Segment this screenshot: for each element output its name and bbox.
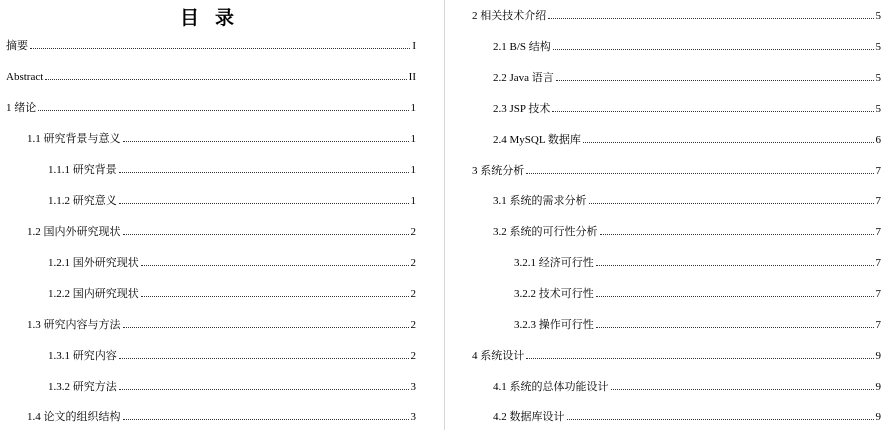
toc-entry-label: 2.4 MySQL 数据库 xyxy=(493,134,581,146)
toc-entry-page: 1 xyxy=(410,133,416,145)
toc-leader-dots xyxy=(119,161,409,173)
toc-entry-section-1-3-2[interactable] xyxy=(48,378,416,394)
toc-leader-dots xyxy=(119,378,409,390)
toc-entry-label: 3.2.2 技术可行性 xyxy=(514,288,594,300)
toc-entry-section-1-1[interactable] xyxy=(27,130,416,146)
toc-entry-page: 9 xyxy=(875,411,881,423)
toc-entry-page: 1 xyxy=(410,102,416,114)
toc-entry-page: II xyxy=(408,71,416,83)
toc-entry-section-3-2-2[interactable] xyxy=(514,285,881,301)
toc-entry-section-3-2-1[interactable] xyxy=(514,254,881,270)
toc-leader-dots xyxy=(141,285,409,297)
toc-entry-page: 5 xyxy=(875,103,881,115)
toc-entry-page: 9 xyxy=(875,350,881,362)
toc-leader-dots xyxy=(548,7,873,19)
toc-title: 目录 xyxy=(179,7,250,29)
toc-entry-label: 1.1 研究背景与意义 xyxy=(27,133,121,145)
toc-entry-section-3-1[interactable] xyxy=(493,192,881,208)
toc-leader-dots xyxy=(567,408,874,420)
toc-entry-label: 1.2 国内外研究现状 xyxy=(27,226,121,238)
toc-leader-dots xyxy=(119,347,409,359)
toc-entry-page: I xyxy=(412,40,416,52)
toc-entry-page: 3 xyxy=(410,381,416,393)
toc-leader-dots xyxy=(596,316,874,328)
toc-entry-label: 1.4 论文的组织结构 xyxy=(27,411,121,423)
toc-entry-section-1-4[interactable] xyxy=(27,408,416,424)
toc-leader-dots xyxy=(596,254,874,266)
page-gutter xyxy=(420,0,446,430)
toc-entry-label: 2 相关技术介绍 xyxy=(472,10,547,22)
toc-entry-section-4-2[interactable] xyxy=(493,408,881,424)
toc-entry-label: 1.2.1 国外研究现状 xyxy=(48,257,139,269)
toc-entry-section-2-4[interactable] xyxy=(493,131,881,147)
toc-leader-dots xyxy=(123,130,409,142)
toc-leader-dots xyxy=(123,408,409,420)
toc-entry-label: 1 绪论 xyxy=(6,102,37,114)
toc-page-left xyxy=(0,0,420,430)
toc-entry-label: 1.1.1 研究背景 xyxy=(48,164,117,176)
toc-entry-page: 2 xyxy=(410,226,416,238)
toc-leader-dots xyxy=(526,347,873,359)
toc-entry-page: 9 xyxy=(875,381,881,393)
toc-entry-page: 7 xyxy=(875,319,881,331)
toc-entry-label: 3.2 系统的可行性分析 xyxy=(493,226,598,238)
toc-entry-label: 3.2.3 操作可行性 xyxy=(514,319,594,331)
toc-entry-label: Abstract xyxy=(6,71,44,83)
toc-entry-page: 7 xyxy=(875,165,881,177)
toc-entry-label: 摘要 xyxy=(6,40,28,52)
toc-entry-page: 7 xyxy=(875,257,881,269)
toc-entry-section-3-2-3[interactable] xyxy=(514,316,881,332)
toc-leader-dots xyxy=(611,378,874,390)
toc-entry-page: 5 xyxy=(875,41,881,53)
toc-entry-label: 4.1 系统的总体功能设计 xyxy=(493,381,609,393)
toc-leader-dots xyxy=(583,131,874,143)
toc-entry-section-1-2-1[interactable] xyxy=(48,254,416,270)
toc-entry-page: 1 xyxy=(410,195,416,207)
toc-entry-label: 2.1 B/S 结构 xyxy=(493,41,551,53)
toc-leader-dots xyxy=(556,69,874,81)
toc-entry-chapter-1[interactable] xyxy=(6,99,416,115)
toc-entry-section-3-2[interactable] xyxy=(493,223,881,239)
toc-leader-dots xyxy=(553,38,874,50)
toc-leader-dots xyxy=(600,223,874,235)
toc-leader-dots xyxy=(119,192,409,204)
toc-entry-label: 2.3 JSP 技术 xyxy=(493,103,551,115)
toc-entry-section-4-1[interactable] xyxy=(493,378,881,394)
toc-entry-page: 5 xyxy=(875,72,881,84)
toc-entry-page: 7 xyxy=(875,195,881,207)
toc-entry-page: 2 xyxy=(410,350,416,362)
toc-entry-label: 3 系统分析 xyxy=(472,165,525,177)
toc-entry-page: 3 xyxy=(410,411,416,423)
toc-leader-dots xyxy=(123,316,409,328)
toc-entry-page: 2 xyxy=(410,257,416,269)
toc-entry-chapter-4[interactable] xyxy=(472,347,881,363)
toc-page-right xyxy=(446,0,888,430)
toc-entry-abstract-cn[interactable] xyxy=(6,37,416,53)
toc-entry-page: 2 xyxy=(410,288,416,300)
toc-entry-label: 1.1.2 研究意义 xyxy=(48,195,117,207)
toc-entry-chapter-3[interactable] xyxy=(472,162,881,178)
toc-leader-dots xyxy=(123,223,409,235)
toc-entry-section-2-2[interactable] xyxy=(493,69,881,85)
toc-entry-abstract-en[interactable] xyxy=(6,68,416,84)
toc-entry-page: 5 xyxy=(875,10,881,22)
toc-entry-section-1-3[interactable] xyxy=(27,316,416,332)
toc-leader-dots xyxy=(38,99,408,111)
toc-entry-section-2-1[interactable] xyxy=(493,38,881,54)
toc-leader-dots xyxy=(589,192,874,204)
page-divider xyxy=(444,0,445,430)
toc-leader-dots xyxy=(141,254,409,266)
toc-entry-section-1-2[interactable] xyxy=(27,223,416,239)
toc-entry-label: 3.2.1 经济可行性 xyxy=(514,257,594,269)
toc-entry-section-2-3[interactable] xyxy=(493,100,881,116)
toc-entry-section-1-2-2[interactable] xyxy=(48,285,416,301)
toc-leader-dots xyxy=(526,162,873,174)
toc-entry-label: 2.2 Java 语言 xyxy=(493,72,554,84)
toc-leader-dots xyxy=(552,100,873,112)
toc-entry-label: 3.1 系统的需求分析 xyxy=(493,195,587,207)
toc-entry-section-1-3-1[interactable] xyxy=(48,347,416,363)
toc-leader-dots xyxy=(30,37,410,49)
toc-entry-label: 1.3.2 研究方法 xyxy=(48,381,117,393)
toc-entry-label: 4 系统设计 xyxy=(472,350,525,362)
toc-entry-label: 1.2.2 国内研究现状 xyxy=(48,288,139,300)
toc-leader-dots xyxy=(45,68,406,80)
toc-entry-section-1-1-1[interactable] xyxy=(48,161,416,177)
toc-entry-page: 2 xyxy=(410,319,416,331)
toc-entry-label: 1.3.1 研究内容 xyxy=(48,350,117,362)
toc-entry-page: 6 xyxy=(875,134,881,146)
toc-leader-dots xyxy=(596,285,874,297)
toc-entry-page: 1 xyxy=(410,164,416,176)
toc-entry-chapter-2[interactable] xyxy=(472,7,881,23)
toc-entry-label: 1.3 研究内容与方法 xyxy=(27,319,121,331)
toc-entry-page: 7 xyxy=(875,226,881,238)
toc-entry-page: 7 xyxy=(875,288,881,300)
toc-entry-label: 4.2 数据库设计 xyxy=(493,411,565,423)
toc-entry-section-1-1-2[interactable] xyxy=(48,192,416,208)
